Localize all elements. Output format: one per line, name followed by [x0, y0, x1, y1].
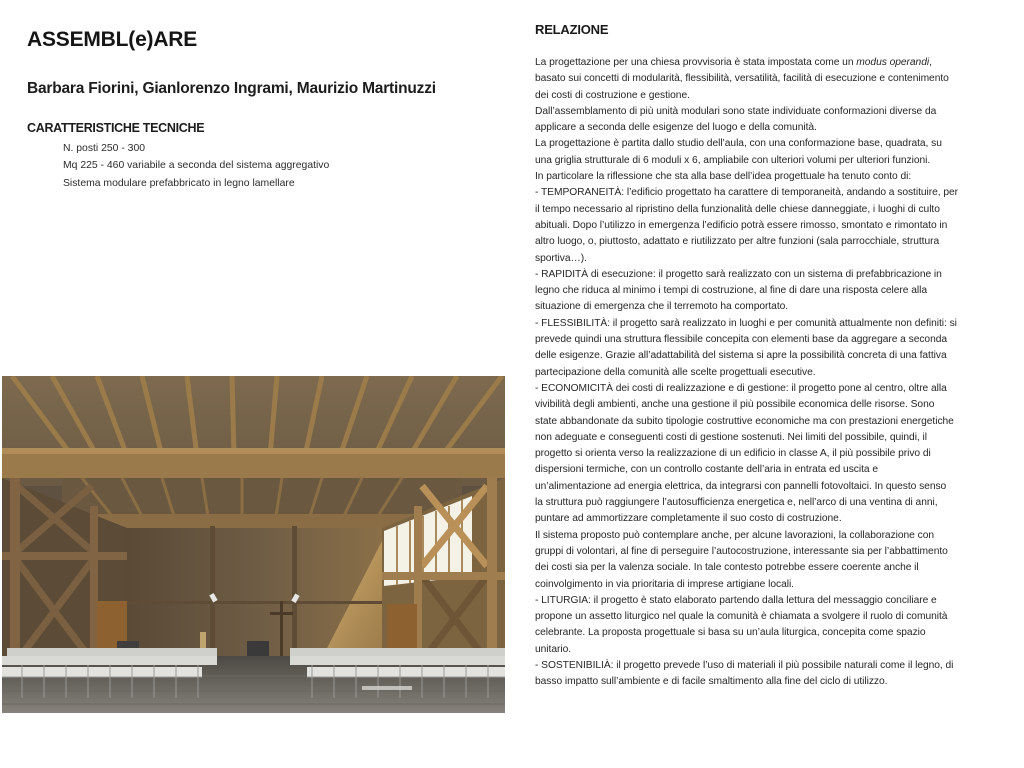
report-line: propone un assetto liturgico nel quale la comunità è chiamata a svolgere il ruolo di comunità	[535, 611, 948, 623]
report-line: La progettazione per una chiesa provvisoria è stata impostata come un modus operandi,	[535, 57, 932, 68]
spec-seats: N. posti 250 - 300	[63, 143, 146, 154]
spec-system: Sistema modulare prefabbricato in legno lamellare	[63, 177, 295, 189]
report-line: un’alimentazione ad energia elettrica, da integrarsi con pannelli fotovoltaici. In questo senso	[535, 480, 947, 492]
report-line: vivibilità degli ambienti, anche una gestione il più possibile economica delle risorse. Sono	[535, 399, 935, 411]
report-line: In particolare la riflessione che sta alla base dell’idea progettuale ha tenuto conto di:	[535, 171, 912, 183]
report-line: puntare ad ammortizzare completamente il suo costo di costruzione.	[535, 513, 842, 525]
report-line: - FLESSIBILITÀ: il progetto sarà realizzato in luoghi e per comunità attualmente non definiti: si	[535, 317, 957, 329]
report-line: - TEMPORANEITÀ: l’edificio progettato ha carattere di temporaneità, andando a sostituire, per	[535, 187, 959, 199]
report-line: coinvolgimento in via prioritaria di imprese artigiane locali.	[535, 578, 794, 590]
report-line: la struttura può raggiungere l’autosufficienza energetica e, nell’arco di una ventina di anni,	[535, 497, 938, 509]
church-interior-render	[2, 376, 505, 713]
report-line: Dall’assemblamento di più unità modulari sono state individuate conformazioni diverse da	[535, 105, 937, 117]
technical-specs-list	[63, 140, 329, 192]
report-line: legno che riduca al minimo i tempi di costruzione, al fine di dare una risposta celere alla	[535, 285, 927, 297]
project-authors: Barbara Fiorini, Gianlorenzo Ingrami, Maurizio Martinuzzi	[27, 80, 436, 97]
technical-specs-heading: CARATTERISTICHE TECNICHE	[27, 121, 205, 135]
report-line: state abbandonate da subito tipologie costruttive economiche ma con prestazioni energetiche	[535, 415, 954, 427]
report-line: dei costi di costruzione e gestione.	[535, 89, 690, 101]
italic-term: modus operandi	[856, 57, 930, 68]
report-line: - ECONOMICITÀ dei costi di realizzazione e di gestione: il progetto pone al centro, oltre alla	[535, 382, 947, 394]
report-line: partecipazione della comunità alle scelte progettuali esecutive.	[535, 366, 816, 378]
report-line: Il sistema proposto può contemplare anche, per alcune lavorazioni, la collaborazione con	[535, 529, 935, 541]
report-line: sportiva…).	[535, 252, 587, 264]
report-line: celebrante. La proposta progettuale si basa su un’aula liturgica, concepita come spazio	[535, 627, 926, 639]
report-line: basato sui concetti di modularità, flessibilità, versatilità, facilità di esecuzione e contenimento	[535, 73, 949, 85]
report-line: dispersioni termiche, con un controllo costante dell’aria in entrata ed uscita e	[535, 464, 878, 476]
report-line: non adeguate e conseguenti costi di gestione sostenuti. Nei limiti del possibile, quindi, il	[535, 431, 927, 443]
report-line: il tempo necessario al ripristino della funzionalità delle chiese danneggiate, i luoghi di culto	[535, 203, 940, 215]
report-line: unitario.	[535, 643, 572, 655]
report-line: gruppi di volontari, al fine di perseguire l’autocostruzione, interessante sia per l’abbattimento	[535, 545, 948, 557]
report-body	[535, 55, 1020, 691]
report-line: progetto si orienta verso la realizzazione di un edificio in classe A, il più possibile privo di	[535, 448, 931, 460]
report-heading: RELAZIONE	[535, 22, 609, 37]
render-illustration	[2, 376, 505, 713]
report-line: La progettazione è partita dallo studio dell’aula, con una conformazione base, quadrata, su	[535, 138, 942, 150]
report-line: basso impatto sull’ambiente e di facile smaltimento alla fine del ciclo di utilizzo.	[535, 676, 888, 688]
report-line: abituali. Dopo l’utilizzo in emergenza l’edificio potrà essere rimosso, smontato e rimontato in	[535, 219, 948, 231]
project-title: ASSEMBL(e)ARE	[27, 28, 198, 51]
spec-area: Mq 225 - 460 variabile a seconda del sistema aggregativo	[63, 160, 330, 172]
report-line: una griglia strutturale di 6 moduli x 6, ampliabile con ulteriori volumi per ulteriori funzioni.	[535, 154, 931, 166]
report-line: - RAPIDITÀ di esecuzione: il progetto sarà realizzato con un sistema di prefabbricazione in	[535, 268, 942, 280]
report-line: situazione di emergenza che il terremoto ha comportato.	[535, 301, 789, 313]
report-line: prevede quindi una struttura flessibile concepita con elementi base da aggregare a seconda	[535, 334, 948, 346]
rear-ceiling	[62, 478, 462, 518]
report-line: altro luogo, o, piuttosto, adattato e riutilizzato per altre funzioni (sala parrocchiale, struttura	[535, 236, 940, 248]
report-line: - SOSTENIBILIÀ: il progetto prevede l’uso di materiali il più possibile naturali come il legno, di	[535, 659, 954, 671]
report-line: delle esigenze. Grazie all’adattabilità del sistema si apre la possibilità concreta di una fattiva	[535, 350, 947, 362]
report-line: dei costi sia per la valenza sociale. In tale contesto potrebbe essere coerente anche il	[535, 562, 919, 574]
report-line: - LITURGIA: il progetto è stato elaborato partendo dalla lettura del messaggio conciliare e	[535, 594, 937, 606]
report-line: applicare a seconda delle esigenze del luogo e della comunità.	[535, 122, 817, 134]
